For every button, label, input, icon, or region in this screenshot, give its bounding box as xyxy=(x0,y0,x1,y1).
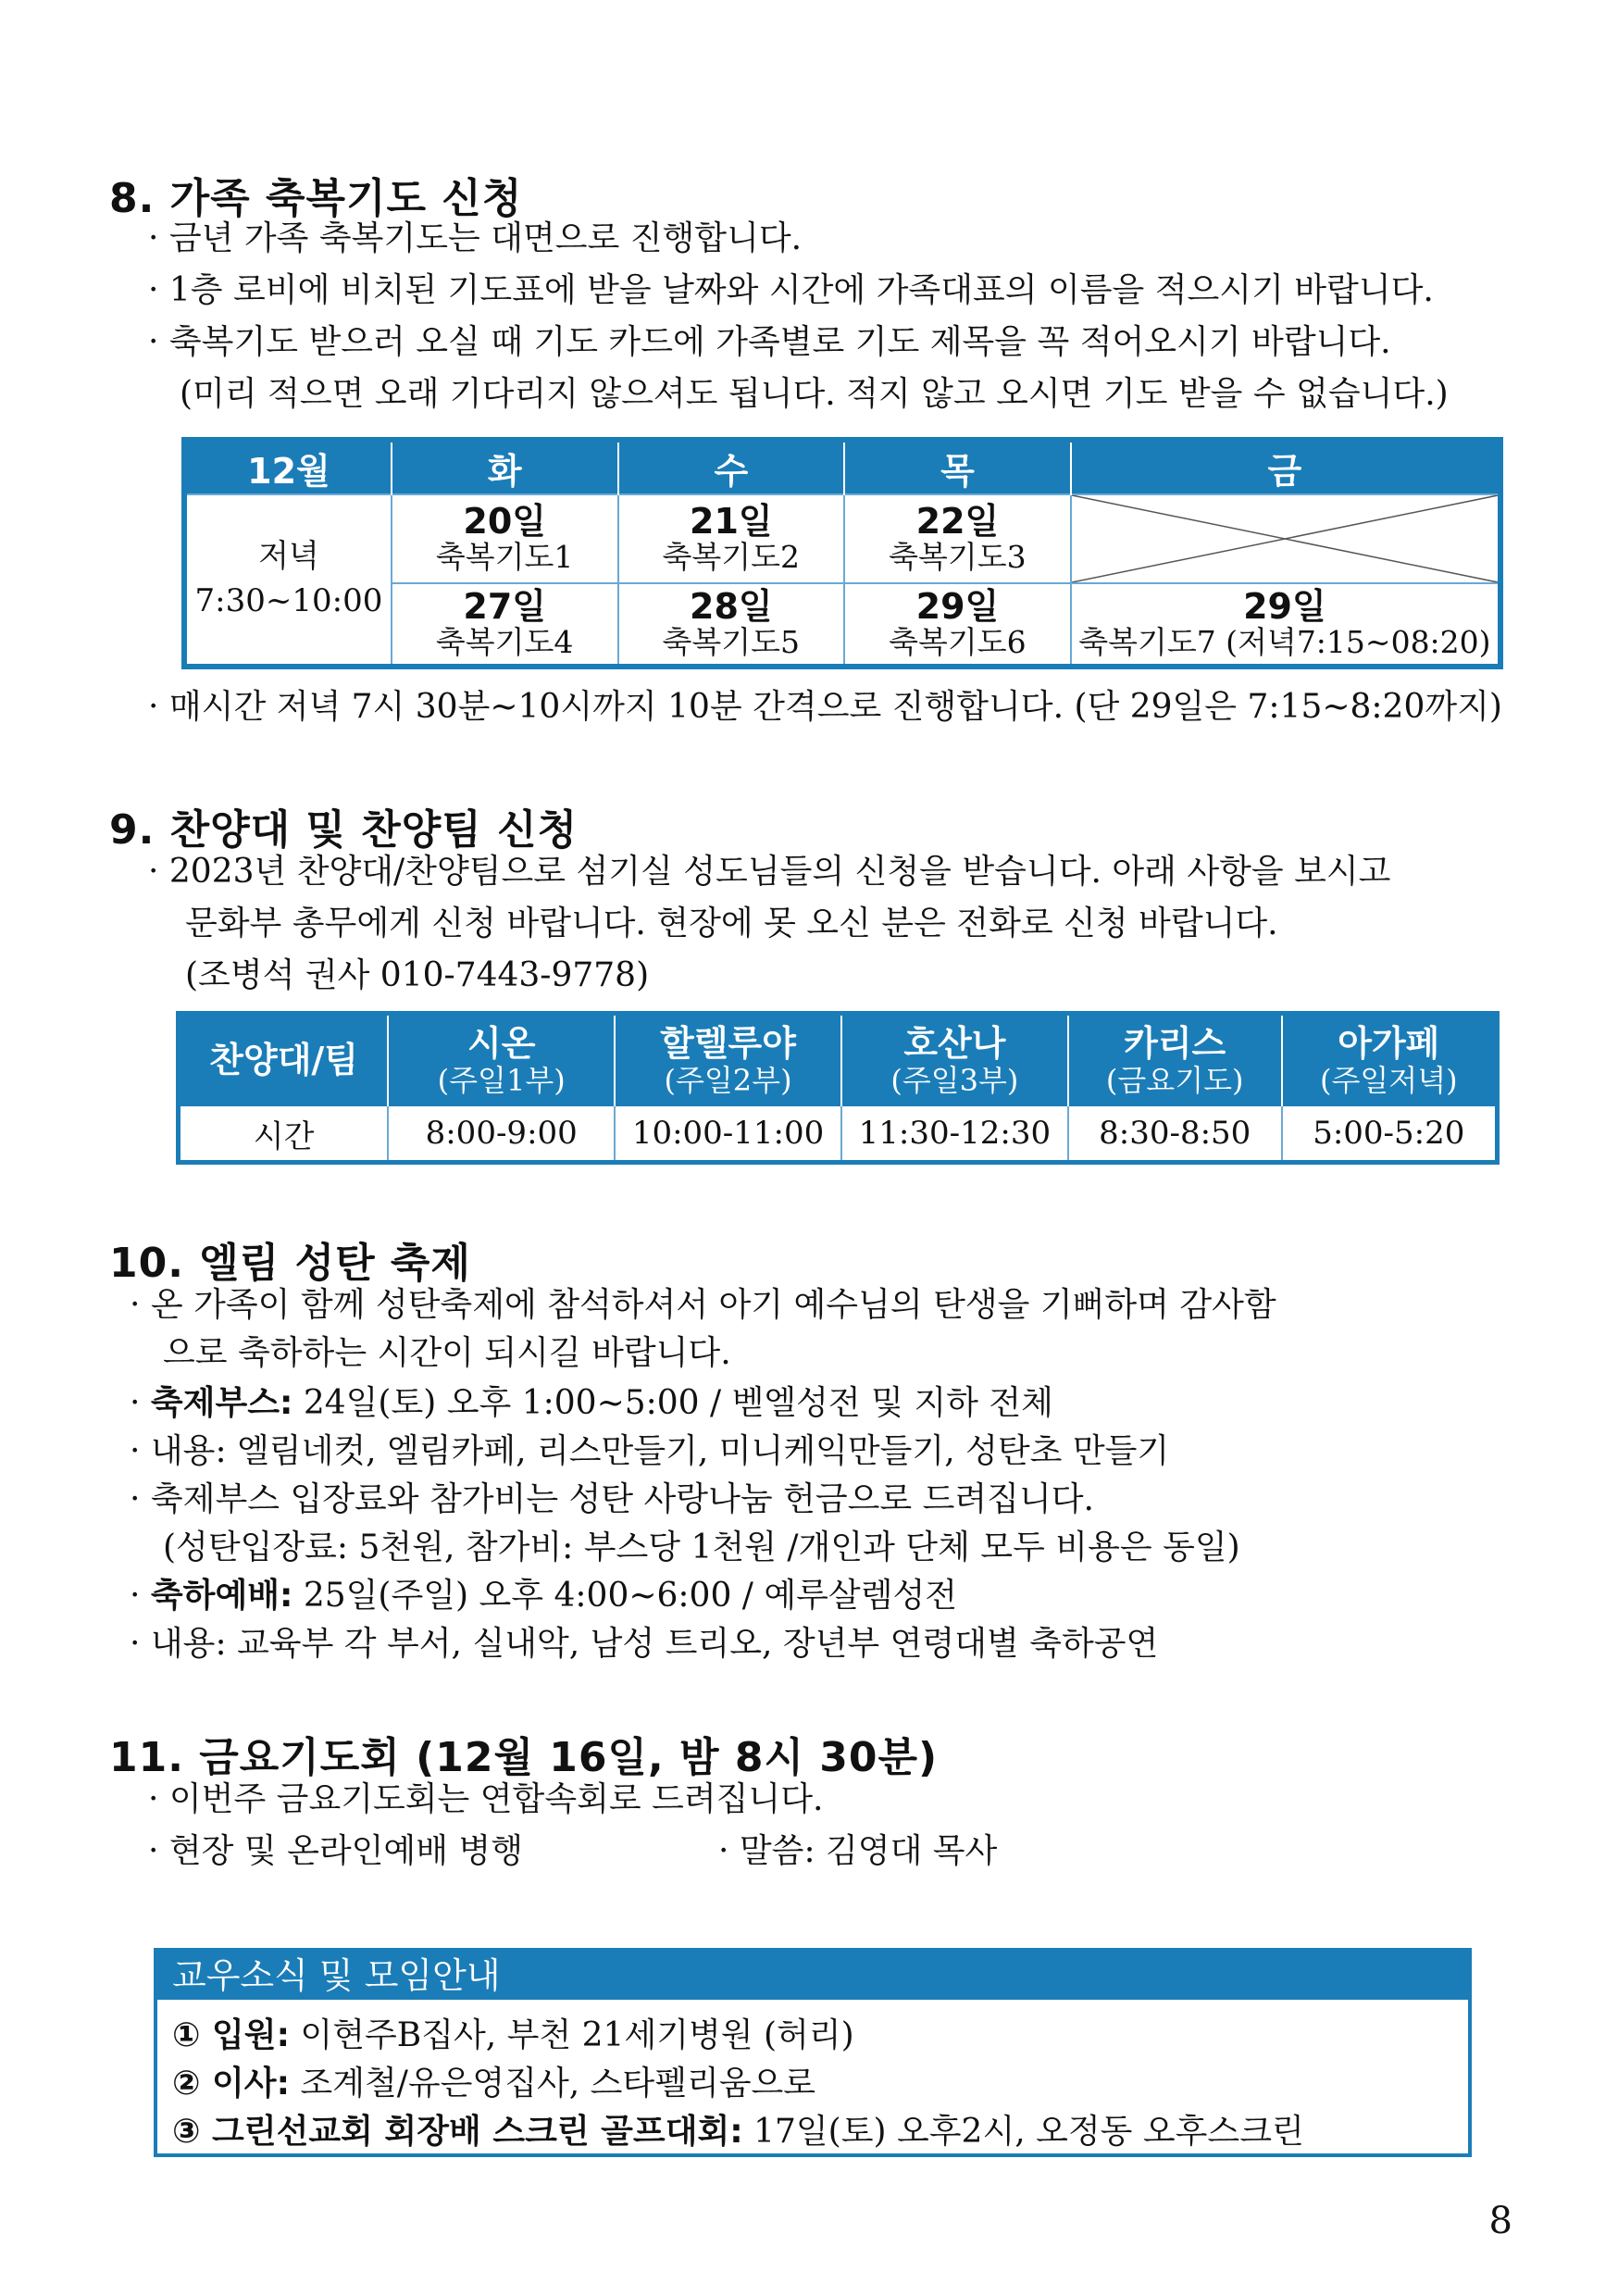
team-sub: (주일저녁) xyxy=(1319,1062,1458,1098)
section-10-title: 10. 엘림 성탄 축제 xyxy=(109,1240,471,1287)
blessing-prayer-table xyxy=(181,437,1503,669)
table-row xyxy=(179,1106,1498,1163)
choir-team-table xyxy=(176,1011,1500,1165)
team-name: 아가페 xyxy=(1338,1022,1440,1064)
worship-label: 축하예배: xyxy=(150,1577,293,1615)
team-sub: (주일1부) xyxy=(437,1062,566,1098)
page-number: 8 xyxy=(1488,2200,1512,2242)
s8-note: · 매시간 저녁 7시 30분~10시까지 10분 간격으로 진행합니다. (단 29일은 7:15~8:20까지) xyxy=(148,688,1502,726)
header-tue: 화 xyxy=(392,440,618,494)
team-name: 카리스 xyxy=(1124,1022,1226,1064)
schedule-cell xyxy=(618,583,845,667)
event-label: 축복기도6 xyxy=(889,623,1027,660)
event-label: 축복기도3 xyxy=(889,538,1027,575)
event-label: 축복기도5 xyxy=(662,623,801,660)
notice-text: 이현주B집사, 부천 21세기병원 (허리) xyxy=(289,2016,854,2054)
team-header xyxy=(388,1014,615,1107)
header-month: 12월 xyxy=(184,440,392,494)
s9-line-2: 문화부 총무에게 신청 바랍니다. 현장에 못 오신 분은 전화로 신청 바랍니다. xyxy=(185,905,1278,942)
team-header xyxy=(841,1014,1068,1107)
team-header xyxy=(615,1014,841,1107)
notice-label: ② 이사: xyxy=(172,2065,290,2103)
schedule-cell xyxy=(844,583,1071,667)
row-label: 시간 xyxy=(253,1117,315,1155)
day-label: 22일 xyxy=(915,500,1000,542)
section-11-title: 11. 금요기도회 (12월 16일, 밤 8시 30분) xyxy=(109,1734,939,1781)
s8-line-4: (미리 적으면 오래 기다리지 않으셔도 됩니다. 적지 않고 오시면 기도 받을 수 없습니다.) xyxy=(180,375,1449,413)
s10-content-2: · 내용: 교육부 각 부서, 실내악, 남성 트리오, 장년부 연령대별 축하공연 xyxy=(130,1625,1159,1663)
s10-worship: · 축하예배: 25일(주일) 오후 4:00~6:00 / 예루살렘성전 xyxy=(130,1577,958,1615)
team-time: 10:00-11:00 xyxy=(615,1106,841,1163)
section-9-title: 9. 찬양대 및 찬양팀 신청 xyxy=(109,806,579,854)
cross-out-mark xyxy=(1072,495,1498,582)
notice-text: 17일(토) 오후2시, 오정동 오후스크린 xyxy=(742,2113,1304,2151)
table-row xyxy=(184,494,1500,583)
s11-line-3: · 말씀: 김영대 목사 xyxy=(718,1832,998,1870)
team-header xyxy=(1282,1014,1498,1107)
team-sub: (주일2부) xyxy=(664,1062,792,1098)
day-label: 21일 xyxy=(690,500,773,542)
day-label: 28일 xyxy=(690,585,773,627)
s10-content-1: · 내용: 엘림네컷, 엘림카페, 리스만들기, 미니케익만들기, 성탄초 만들기 xyxy=(130,1432,1170,1470)
team-time: 5:00-5:20 xyxy=(1282,1106,1498,1163)
schedule-cell xyxy=(1071,583,1500,667)
day-label: 27일 xyxy=(463,585,546,627)
time-cell xyxy=(184,494,392,667)
section-8-title: 8. 가족 축복기도 신청 xyxy=(109,175,523,222)
empty-crossed-cell xyxy=(1071,494,1500,583)
schedule-cell xyxy=(618,494,845,583)
day-label: 20일 xyxy=(463,500,546,542)
table-header-row xyxy=(184,440,1500,494)
event-label: 축복기도7 (저녁7:15~08:20) xyxy=(1078,623,1491,660)
notice-item xyxy=(172,2057,815,2104)
team-sub: (금요기도) xyxy=(1105,1062,1244,1098)
s11-line-2: · 현장 및 온라인예배 병행 xyxy=(148,1832,523,1870)
team-time: 11:30-12:30 xyxy=(841,1106,1068,1163)
table-header-row xyxy=(179,1014,1498,1107)
notice-item xyxy=(172,2105,1304,2152)
notice-label: ① 입원: xyxy=(172,2016,290,2054)
team-header xyxy=(1068,1014,1282,1107)
team-time: 8:30-8:50 xyxy=(1068,1106,1282,1163)
notice-label: ③ 그린선교회 회장배 스크린 골프대회: xyxy=(172,2113,743,2151)
s11-line-1: · 이번주 금요기도회는 연합속회로 드려집니다. xyxy=(148,1780,824,1818)
schedule-cell xyxy=(844,494,1071,583)
team-name: 시온 xyxy=(467,1022,536,1064)
notice-item xyxy=(172,2009,854,2056)
day-label: 29일 xyxy=(1243,585,1326,627)
s9-line-1: · 2023년 찬양대/찬양팀으로 섬기실 성도님들의 신청을 받습니다. 아래 사항을 보시고 xyxy=(148,853,1391,891)
s10-fee: · 축제부스 입장료와 참가비는 성탄 사랑나눔 헌금으로 드려집니다. xyxy=(130,1480,1094,1518)
schedule-cell xyxy=(392,583,618,667)
time-label: 저녁 xyxy=(258,538,319,576)
header-fri: 금 xyxy=(1071,440,1500,494)
s10-line-1: · 온 가족이 함께 성탄축제에 참석하셔서 아기 예수님의 탄생을 기뻐하며 감사함 xyxy=(130,1286,1276,1324)
day-label: 29일 xyxy=(915,585,1000,627)
s8-line-2: · 1층 로비에 비치된 기도표에 받을 날짜와 시간에 가족대표의 이름을 적으시기 바랍니다. xyxy=(148,271,1434,309)
header-wed: 수 xyxy=(618,440,845,494)
booth-text: 24일(토) 오후 1:00~5:00 / 벧엘성전 및 지하 전체 xyxy=(292,1384,1053,1422)
header-thu: 목 xyxy=(844,440,1071,494)
team-sub: (주일3부) xyxy=(890,1062,1019,1098)
worship-text: 25일(주일) 오후 4:00~6:00 / 예루살렘성전 xyxy=(292,1577,958,1615)
s8-line-3: · 축복기도 받으러 오실 때 기도 카드에 가족별로 기도 제목을 꼭 적어오시기 바랍니다. xyxy=(148,323,1391,361)
schedule-cell xyxy=(392,494,618,583)
s10-line-1b: 으로 축하하는 시간이 되시길 바랍니다. xyxy=(163,1334,731,1372)
corner-label: 찬양대/팀 xyxy=(209,1040,358,1081)
team-name: 할렐루야 xyxy=(660,1022,796,1064)
notice-title: 교우소식 및 모임안내 xyxy=(157,1952,1468,2000)
notice-text: 조계철/유은영집사, 스타펠리움으로 xyxy=(289,2065,816,2103)
notice-box xyxy=(154,1948,1472,2157)
s9-line-3: (조병석 권사 010-7443-9778) xyxy=(185,956,650,994)
event-label: 축복기도2 xyxy=(662,538,801,575)
s10-booth: · 축제부스: 24일(토) 오후 1:00~5:00 / 벧엘성전 및 지하 전체 xyxy=(130,1384,1053,1422)
s8-line-1: · 금년 가족 축복기도는 대면으로 진행합니다. xyxy=(148,219,803,257)
team-time: 8:00-9:00 xyxy=(388,1106,615,1163)
event-label: 축복기도1 xyxy=(435,538,574,575)
event-label: 축복기도4 xyxy=(435,623,574,660)
s10-fee-detail: (성탄입장료: 5천원, 참가비: 부스당 1천원 /개인과 단체 모두 비용은 동일) xyxy=(163,1529,1240,1566)
team-name: 호산나 xyxy=(903,1022,1006,1064)
time-range: 7:30~10:00 xyxy=(194,582,383,619)
header-corner xyxy=(179,1014,389,1107)
booth-label: 축제부스: xyxy=(150,1384,293,1422)
